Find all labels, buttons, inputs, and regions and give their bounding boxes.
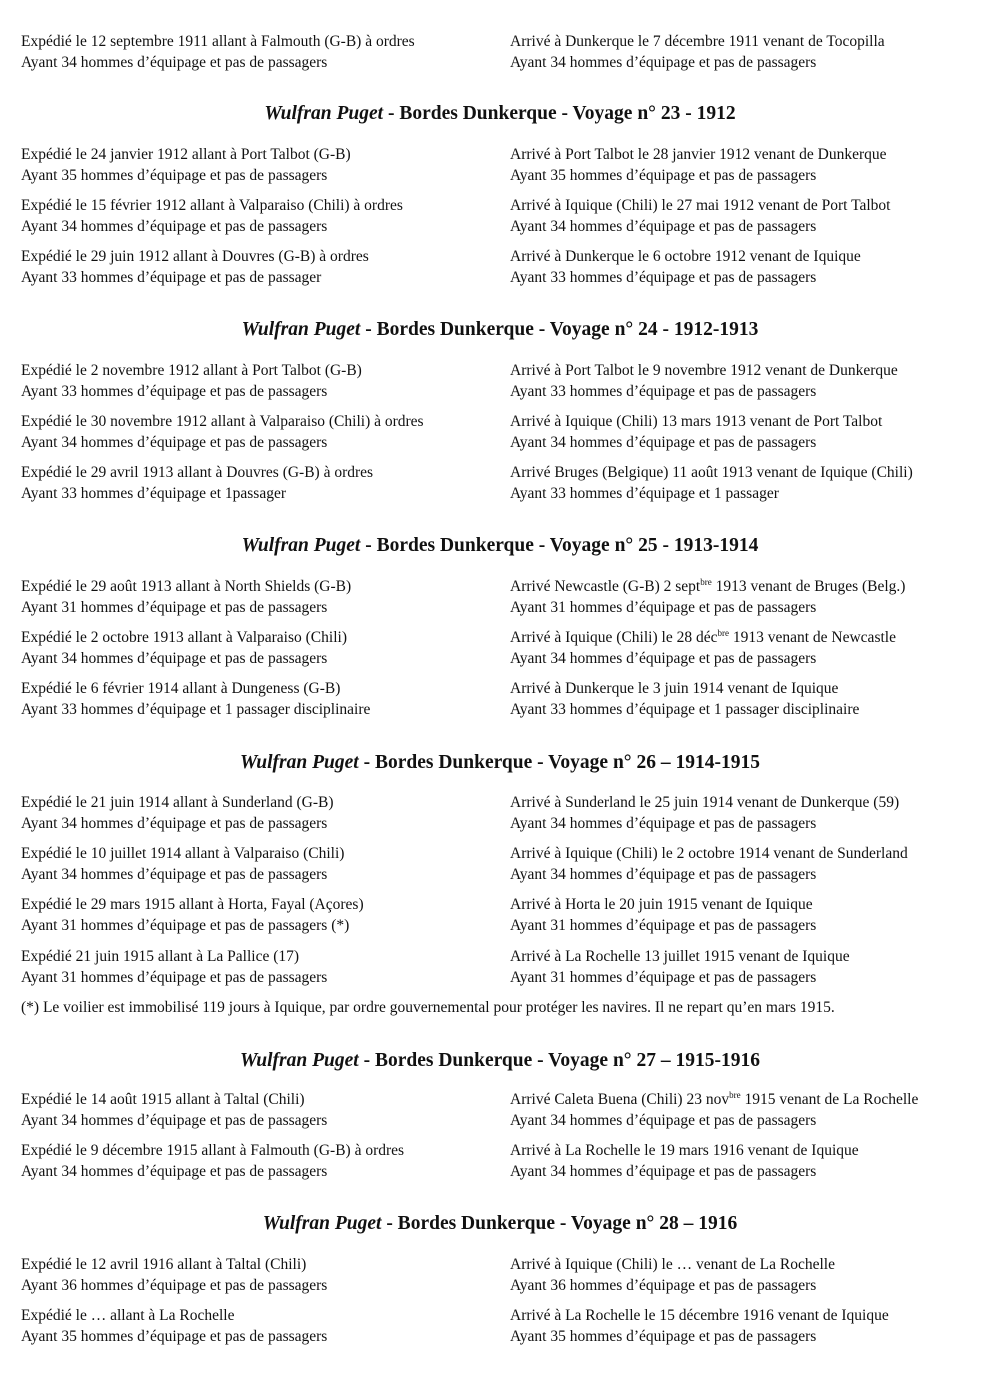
crew-line: Ayant 34 hommes d’équipage et pas de passagers <box>510 1111 817 1129</box>
departure-line: Expédié le … allant à La Rochelle <box>21 1307 235 1324</box>
crew-line: Ayant 34 hommes d’équipage et pas de passagers <box>510 217 817 235</box>
departure-line: Expédié le 15 février 1912 allant à Valparaiso (Chili) à ordres <box>21 197 403 214</box>
arrival-line: Arrivé à Iquique (Chili) le … venant de La Rochelle <box>510 1256 835 1273</box>
arrival-line: Arrivé à Iquique (Chili) 13 mars 1913 venant de Port Talbot <box>510 413 883 430</box>
arrival-entry <box>510 895 816 936</box>
arrival-entry <box>510 628 896 669</box>
arrival-text: Arrivé à Iquique (Chili) le 28 déc <box>510 629 718 646</box>
departure-line: Expédié le 2 octobre 1913 allant à Valparaiso (Chili) <box>21 629 347 646</box>
departure-entry <box>21 412 424 453</box>
arrival-line <box>510 628 896 649</box>
arrival-line: Arrivé à Dunkerque le 6 octobre 1912 venant de Iquique <box>510 248 861 265</box>
arrival-line: Arrivé à La Rochelle le 15 décembre 1916 venant de Iquique <box>510 1307 889 1324</box>
voyage-entry-pair <box>21 947 981 989</box>
voyage-entry-pair <box>21 463 981 505</box>
voyage-entry-pair <box>21 32 981 74</box>
ship-name: Wulfran Puget <box>241 319 361 340</box>
arrival-text: Arrivé Newcastle (G-B) 2 sept <box>510 578 701 595</box>
departure-line: Expédié le 29 mars 1915 allant à Horta, Fayal (Açores) <box>21 896 364 913</box>
departure-line: Expédié le 10 juillet 1914 allant à Valparaiso (Chili) <box>21 845 345 862</box>
voyage-title-rest: - Bordes Dunkerque - Voyage n° 28 – 1916 <box>381 1213 738 1234</box>
crew-line: Ayant 34 hommes d’équipage et pas de passagers <box>510 433 817 451</box>
departure-entry <box>21 361 362 402</box>
arrival-entry <box>510 361 898 402</box>
arrival-entry <box>510 1306 889 1347</box>
voyage-entry-pair <box>21 196 981 238</box>
crew-line: Ayant 33 hommes d’équipage et pas de passagers <box>510 382 817 400</box>
departure-line: Expédié le 12 septembre 1911 allant à Falmouth (G-B) à ordres <box>21 33 415 50</box>
month-abbrev-sup: bre <box>717 628 729 638</box>
arrival-line: Arrivé Bruges (Belgique) 11 août 1913 venant de Iquique (Chili) <box>510 464 913 481</box>
crew-line: Ayant 35 hommes d’équipage et pas de passagers <box>510 166 817 184</box>
crew-line: Ayant 34 hommes d’équipage et pas de passagers <box>21 865 328 883</box>
arrival-entry <box>510 32 885 73</box>
crew-line: Ayant 35 hommes d’équipage et pas de passagers <box>21 166 328 184</box>
arrival-entry <box>510 679 859 720</box>
voyage-entry-pair <box>21 1090 981 1132</box>
crew-line: Ayant 34 hommes d’équipage et pas de passagers <box>510 53 817 71</box>
departure-entry <box>21 1255 327 1296</box>
crew-line: Ayant 34 hommes d’équipage et pas de passagers <box>510 649 817 667</box>
arrival-entry <box>510 145 887 186</box>
arrival-line: Arrivé à Iquique (Chili) le 27 mai 1912 venant de Port Talbot <box>510 197 891 214</box>
ship-name: Wulfran Puget <box>241 535 361 556</box>
voyage-title-rest: - Bordes Dunkerque - Voyage n° 23 - 1912 <box>383 103 736 124</box>
departure-entry <box>21 793 334 834</box>
crew-line: Ayant 34 hommes d’équipage et pas de passagers <box>21 1111 328 1129</box>
crew-line: Ayant 34 hommes d’équipage et pas de passagers <box>21 1162 328 1180</box>
arrival-line: Arrivé à Port Talbot le 28 janvier 1912 venant de Dunkerque <box>510 146 887 163</box>
arrival-entry <box>510 577 905 618</box>
departure-entry <box>21 145 351 186</box>
arrival-entry <box>510 844 908 885</box>
ship-name: Wulfran Puget <box>262 1213 382 1234</box>
departure-entry <box>21 32 415 73</box>
arrival-line: Arrivé à Horta le 20 juin 1915 venant de Iquique <box>510 896 813 913</box>
departure-line: Expédié le 29 août 1913 allant à North Shields (G-B) <box>21 578 352 595</box>
arrival-line <box>510 577 905 598</box>
voyage-title-rest: - Bordes Dunkerque - Voyage n° 25 - 1913-1914 <box>360 535 759 556</box>
arrival-entry <box>510 1090 918 1131</box>
crew-line: Ayant 33 hommes d’équipage et pas de passagers <box>510 268 817 286</box>
departure-line: Expédié le 2 novembre 1912 allant à Port Talbot (G-B) <box>21 362 362 379</box>
arrival-line: Arrivé à La Rochelle 13 juillet 1915 venant de Iquique <box>510 948 850 965</box>
month-abbrev-sup: bre <box>729 1090 741 1100</box>
voyage-title <box>0 751 1000 775</box>
departure-entry <box>21 1306 327 1347</box>
crew-line: Ayant 34 hommes d’équipage et pas de passagers <box>21 53 328 71</box>
crew-line: Ayant 33 hommes d’équipage et pas de passagers <box>21 382 328 400</box>
crew-line: Ayant 34 hommes d’équipage et pas de passagers <box>21 649 328 667</box>
departure-line: Expédié le 12 avril 1916 allant à Taltal (Chili) <box>21 1256 307 1273</box>
crew-line: Ayant 33 hommes d’équipage et 1 passager disciplinaire <box>510 700 860 718</box>
crew-line: Ayant 36 hommes d’équipage et pas de passagers <box>510 1276 817 1294</box>
departure-entry <box>21 247 369 288</box>
departure-entry <box>21 463 373 504</box>
departure-line: Expédié le 24 janvier 1912 allant à Port Talbot (G-B) <box>21 146 351 163</box>
arrival-line: Arrivé à Dunkerque le 3 juin 1914 venant de Iquique <box>510 680 839 697</box>
arrival-entry <box>510 196 890 237</box>
departure-entry <box>21 577 351 618</box>
departure-entry <box>21 895 364 936</box>
voyage-entry-pair <box>21 361 981 403</box>
voyage-entry-pair <box>21 793 981 835</box>
voyage-entry-pair <box>21 844 981 886</box>
arrival-line: Arrivé à Port Talbot le 9 novembre 1912 venant de Dunkerque <box>510 362 898 379</box>
departure-line: Expédié le 14 août 1915 allant à Taltal (Chili) <box>21 1091 305 1108</box>
crew-line: Ayant 31 hommes d’équipage et pas de passagers <box>21 968 328 986</box>
voyage-title <box>0 1049 1000 1073</box>
departure-entry <box>21 947 327 988</box>
arrival-text-cont: 1913 venant de Bruges (Belg.) <box>711 578 906 595</box>
crew-line: Ayant 31 hommes d’équipage et pas de passagers <box>510 968 817 986</box>
ship-name: Wulfran Puget <box>264 103 384 124</box>
crew-line: Ayant 34 hommes d’équipage et pas de passagers <box>21 433 328 451</box>
arrival-line: Arrivé à Iquique (Chili) le 2 octobre 1914 venant de Sunderland <box>510 845 908 862</box>
voyage-entry-pair <box>21 412 981 454</box>
crew-line: Ayant 34 hommes d’équipage et pas de passagers <box>510 814 817 832</box>
arrival-line <box>510 1090 918 1111</box>
voyage-title-rest: - Bordes Dunkerque - Voyage n° 26 – 1914-1915 <box>358 752 760 773</box>
arrival-text-cont: 1913 venant de Newcastle <box>728 629 896 646</box>
crew-line: Ayant 35 hommes d’équipage et pas de passagers <box>21 1327 328 1345</box>
crew-line: Ayant 34 hommes d’équipage et pas de passagers <box>21 217 328 235</box>
voyage-entry-pair <box>21 679 981 721</box>
arrival-entry <box>510 412 882 453</box>
voyage-title <box>0 318 1000 342</box>
arrival-text-cont: 1915 venant de La Rochelle <box>740 1091 919 1108</box>
crew-line: Ayant 31 hommes d’équipage et pas de passagers <box>510 916 817 934</box>
ship-name: Wulfran Puget <box>240 1050 359 1071</box>
voyage-entry-pair <box>21 247 981 289</box>
crew-line: Ayant 34 hommes d’équipage et pas de passagers <box>510 865 817 883</box>
crew-line: Ayant 34 hommes d’équipage et pas de passagers <box>21 814 328 832</box>
departure-entry <box>21 679 370 720</box>
arrival-line: Arrivé à Sunderland le 25 juin 1914 venant de Dunkerque (59) <box>510 794 900 811</box>
crew-line: Ayant 33 hommes d’équipage et 1 passager disciplinaire <box>21 700 371 718</box>
departure-entry <box>21 628 347 669</box>
voyage-entry-pair <box>21 577 981 619</box>
departure-line: Expédié le 21 juin 1914 allant à Sunderland (G-B) <box>21 794 334 811</box>
footnote: (*) Le voilier est immobilisé 119 jours à Iquique, par ordre gouvernemental pour protéger les navires. Il ne repart qu’en mars 1915. <box>21 999 835 1016</box>
arrival-line: Arrivé à La Rochelle le 19 mars 1916 venant de Iquique <box>510 1142 859 1159</box>
arrival-entry <box>510 947 850 988</box>
arrival-entry <box>510 793 899 834</box>
arrival-entry <box>510 1141 859 1182</box>
departure-line: Expédié le 29 avril 1913 allant à Douvres (G-B) à ordres <box>21 464 374 481</box>
departure-line: Expédié 21 juin 1915 allant à La Pallice (17) <box>21 948 300 965</box>
crew-line: Ayant 35 hommes d’équipage et pas de passagers <box>510 1327 817 1345</box>
departure-entry <box>21 1141 404 1182</box>
voyage-entry-pair <box>21 628 981 670</box>
crew-line: Ayant 34 hommes d’équipage et pas de passagers <box>510 1162 817 1180</box>
departure-line: Expédié le 30 novembre 1912 allant à Valparaiso (Chili) à ordres <box>21 413 424 430</box>
voyage-title-rest: - Bordes Dunkerque - Voyage n° 27 – 1915-1916 <box>358 1050 760 1071</box>
crew-line: Ayant 31 hommes d’équipage et pas de passagers (*) <box>21 916 350 934</box>
crew-line: Ayant 33 hommes d’équipage et 1passager <box>21 484 287 502</box>
arrival-line: Arrivé à Dunkerque le 7 décembre 1911 venant de Tocopilla <box>510 33 885 50</box>
arrival-entry <box>510 1255 835 1296</box>
departure-line: Expédié le 9 décembre 1915 allant à Falmouth (G-B) à ordres <box>21 1142 405 1159</box>
departure-entry <box>21 196 403 237</box>
ship-name: Wulfran Puget <box>240 752 359 773</box>
arrival-entry <box>510 247 861 288</box>
voyage-entry-pair <box>21 895 981 937</box>
crew-line: Ayant 36 hommes d’équipage et pas de passagers <box>21 1276 328 1294</box>
voyage-entry-pair <box>21 1141 981 1183</box>
crew-line: Ayant 33 hommes d’équipage et 1 passager <box>510 484 779 502</box>
departure-entry <box>21 1090 327 1131</box>
departure-entry <box>21 844 344 885</box>
voyage-entry-pair <box>21 1255 981 1297</box>
arrival-entry <box>510 463 913 504</box>
voyage-title <box>0 1212 1000 1236</box>
crew-line: Ayant 31 hommes d’équipage et pas de passagers <box>21 598 328 616</box>
voyage-entry-pair <box>21 145 981 187</box>
arrival-text: Arrivé Caleta Buena (Chili) 23 nov <box>510 1091 730 1108</box>
voyage-title-rest: - Bordes Dunkerque - Voyage n° 24 - 1912-1913 <box>360 319 759 340</box>
voyage-title <box>0 102 1000 126</box>
voyage-entry-pair <box>21 1306 981 1348</box>
crew-line: Ayant 33 hommes d’équipage et pas de passager <box>21 268 322 286</box>
voyage-title <box>0 534 1000 558</box>
crew-line: Ayant 31 hommes d’équipage et pas de passagers <box>510 598 817 616</box>
departure-line: Expédié le 6 février 1914 allant à Dungeness (G-B) <box>21 680 341 697</box>
month-abbrev-sup: bre <box>700 577 712 587</box>
departure-line: Expédié le 29 juin 1912 allant à Douvres (G-B) à ordres <box>21 248 369 265</box>
